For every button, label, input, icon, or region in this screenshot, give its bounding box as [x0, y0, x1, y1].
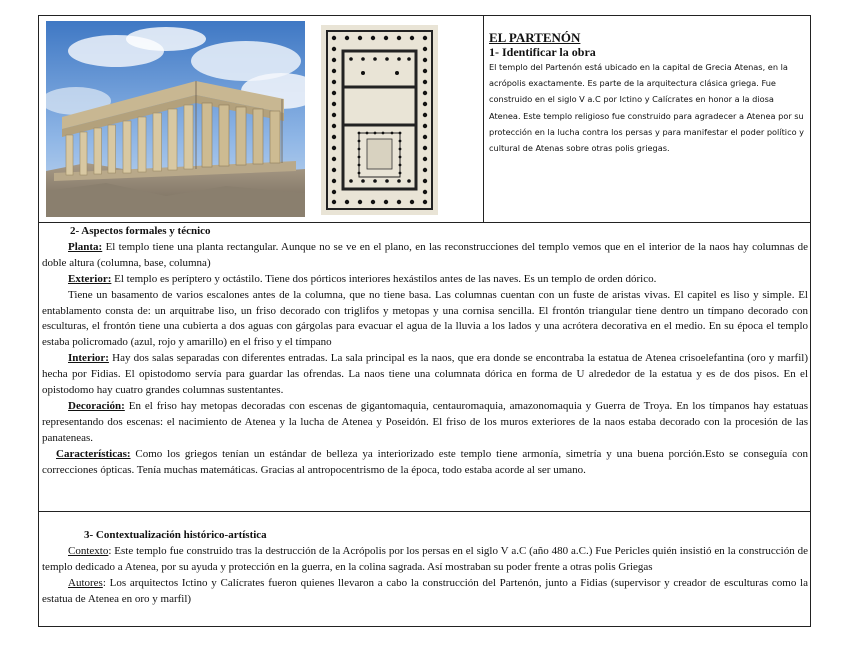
document-title: EL PARTENÓN	[489, 30, 581, 45]
section2	[42, 224, 808, 479]
section3-heading: 3- Contextualización histórico-artística	[84, 529, 267, 541]
exterior-text: El templo es períptero y octástilo. Tiene dos pórticos interiores hexástilos antes de las naves. Es un templo de orden dórico.	[111, 272, 657, 285]
decoracion-label: Decoración:	[68, 399, 125, 412]
column-divider	[483, 16, 484, 222]
contexto-text: : Este templo fue construido tras la destrucción de la Acrópolis por los persas en el siglo V a.C (año 480 a.C.) Fue Pericles quién insistió en la construcción de templo dedicado a Atenea, por su ayuda y protección en la guerra, en la colina sagrada. Así mostraban su poder frente a otras polis Griegas	[42, 544, 808, 573]
decoracion-text: En el friso hay metopas decoradas con escenas de gigantomaquia, centauromaquia, amazonomaquia y Guerra de Troya. En los tímpanos hay estatuas representando dos escenas: el nacimiento de Atenea y la lucha de Atenea y Poseidón. El friso de los muros exteriores de la naos estaba decorado con la procesión de las panateneas.	[42, 399, 808, 444]
interior-text: Hay dos salas separadas con diferentes entradas. La sala principal es la naos, que era donde se encontraba la estatua de Atenea crisoelefantina (oro y marfil) hecha por Fidias. El opistodomo servía para guardar las ofrendas. La naos tiene una columnata dórica en forma de U alrededor de la estatua y es de dos pisos. En el opistodomo hay cuatro grandes columnas sustentantes.	[42, 352, 808, 397]
document-page	[38, 15, 811, 627]
row-divider-1	[39, 222, 810, 223]
caracteristicas-paragraph	[42, 447, 808, 479]
planta-paragraph	[42, 240, 808, 272]
section3	[42, 528, 808, 608]
autores-paragraph	[42, 576, 808, 608]
row-divider-2	[39, 511, 810, 512]
interior-label: Interior:	[68, 352, 109, 365]
parthenon-photo-icon	[46, 21, 305, 217]
contexto-label: Contexto	[68, 544, 109, 557]
caracteristicas-label: Características:	[56, 447, 131, 460]
section1-text: El templo del Partenón está ubicado en la capital de Grecia Atenas, en la acrópolis exactamente. Es parte de la arquitectura clásica griega. Fue construido en el siglo V a.C por Ictino y Calícrates en honor a la diosa Atenea. Este templo religioso fue construido para agradecer a Atenea por su protección en la lucha contra los persas y para manifestar el poder político y cultural de Atenas sobre otras polis griegas.	[489, 62, 805, 154]
planta-text: El templo tiene una planta rectangular. Aunque no se ve en el plano, en las reconstrucciones del templo vemos que en el interior de la naos hay columnas de doble altura (columna, base, columna)	[42, 240, 808, 269]
section1-heading: 1- Identificar la obra	[489, 45, 596, 59]
caracteristicas-text: Como los griegos tenían un estándar de belleza ya interiorizado este templo tiene armonía, simetría y una buena porción.Esto se conseguía con correcciones ópticas. Tenía muchas matemáticas. Gracias al antropocentrismo de la época, todo estaba acorde al ser umano.	[42, 447, 808, 476]
planta-label: Planta:	[68, 240, 103, 253]
exterior-paragraph-2: Tiene un basamento de varios escalones antes de la columna, que no tiene basa. Las columnas cuentan con un fuste de aristas vivas. El capitel es liso y simple. El entablamento consta de: un arquitrabe liso, un friso decorado con triglifos y metopas y una cornisa sencilla. El frontón triangular tiene dentro un tímpano decorado con esculturas, el frontón tiene una cubierta a dos aguas con gárgolas para evacuar el agua de la lluvia a los lados y una acrótera decorativa en el medio. En su época el templo estaba policromado (azul, rojo y amarillo) en el friso y el tímpano	[42, 288, 808, 349]
exterior-label: Exterior:	[68, 272, 112, 285]
exterior-paragraph	[42, 272, 808, 288]
header-row	[39, 16, 810, 222]
autores-label: Autores	[68, 576, 103, 589]
parthenon-floor-plan-icon	[321, 25, 438, 215]
decoracion-paragraph	[42, 399, 808, 447]
contexto-paragraph	[42, 544, 808, 576]
interior-paragraph	[42, 351, 808, 399]
autores-text: : Los arquitectos Ictino y Calícrates fueron quienes llevaron a cabo la construcción del Partenón, junto a Fidias (supervisor y creador de esculturas como la estatua de Atenea en oro y marfil)	[42, 576, 808, 605]
intro-block	[489, 31, 805, 156]
section2-heading: 2- Aspectos formales y técnico	[70, 225, 211, 237]
